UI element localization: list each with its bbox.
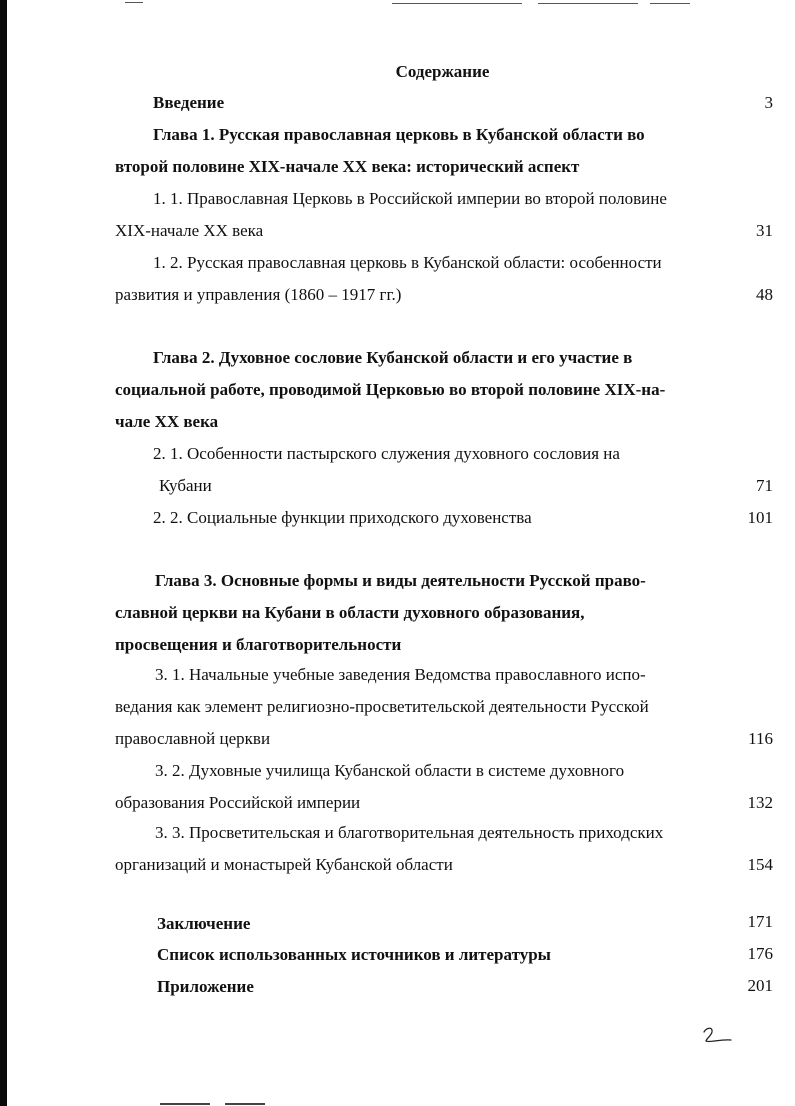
toc-chapter-2-heading: чале XX века [115,412,219,431]
scan-top-mark [650,3,690,4]
toc-section-3-3: организаций и монастырей Кубанской области [115,855,453,874]
toc-page-number: 116 [748,729,773,748]
scan-left-edge [0,0,7,1106]
toc-section-3-2: образования Российской империи [115,793,361,812]
toc-section-3-1: православной церкви [115,729,271,748]
scan-top-mark [392,3,522,4]
scan-bottom-mark [225,1103,265,1105]
toc-page-number: 176 [747,944,773,963]
toc-page-number: 71 [756,476,773,495]
toc-page-number: 48 [756,285,773,304]
toc-page-number: 154 [747,855,773,874]
toc-section-2-1: Кубани [159,476,212,495]
toc-section-3-2: 3. 2. Духовные училища Кубанской области в системе духовного [155,761,625,780]
toc-section-1-2: развития и управления (1860 – 1917 гг.) [115,285,402,304]
toc-section-2-2: 2. 2. Социальные функции приходского духовенства [153,508,532,527]
scan-top-mark [125,2,143,3]
toc-chapter-3-heading: просвещения и благотворительности [115,635,402,654]
toc-page-number: 31 [756,221,773,240]
toc-page-number: 3 [764,93,773,112]
toc-section-1-1: XIX-начале XX века [115,221,264,240]
toc-entry-conclusion: Заключение [157,914,251,933]
toc-section-3-1: ведания как элемент религиозно-просветительской деятельности Русской [115,697,649,716]
toc-entry-bibliography: Список использованных источников и литературы [157,945,551,964]
toc-entry-appendix: Приложение [157,977,254,996]
scan-bottom-mark [160,1103,210,1105]
handwritten-page-number [700,1025,736,1051]
toc-chapter-3-heading: Глава 3. Основные формы и виды деятельности Русской право- [155,571,646,590]
toc-entry-introduction: Введение [153,93,225,112]
page-title: Содержание [395,62,490,81]
toc-section-2-1: 2. 1. Особенности пастырского служения духовного сословия на [153,444,620,463]
toc-section-3-1: 3. 1. Начальные учебные заведения Ведомства православного испо- [155,665,646,684]
toc-section-1-1: 1. 1. Православная Церковь в Российской империи во второй половине [153,189,667,208]
scan-top-mark [538,3,638,4]
toc-page-number: 201 [747,976,773,995]
toc-page-number: 171 [747,912,773,931]
toc-chapter-1-heading: Глава 1. Русская православная церковь в Кубанской области во [153,125,645,144]
toc-page-number: 132 [747,793,773,812]
toc-chapter-2-heading: Глава 2. Духовное сословие Кубанской области и его участие в [153,348,633,367]
toc-page-number: 101 [747,508,773,527]
toc-chapter-2-heading: социальной работе, проводимой Церковью во второй половине XIX-на- [115,380,666,399]
toc-chapter-3-heading: славной церкви на Кубани в области духовного образования, [115,603,585,622]
toc-section-1-2: 1. 2. Русская православная церковь в Кубанской области: особенности [153,253,662,272]
toc-chapter-1-heading: второй половине XIX-начале XX века: исторический аспект [115,157,580,176]
toc-section-3-3: 3. 3. Просветительская и благотворительная деятельность приходских [155,823,664,842]
